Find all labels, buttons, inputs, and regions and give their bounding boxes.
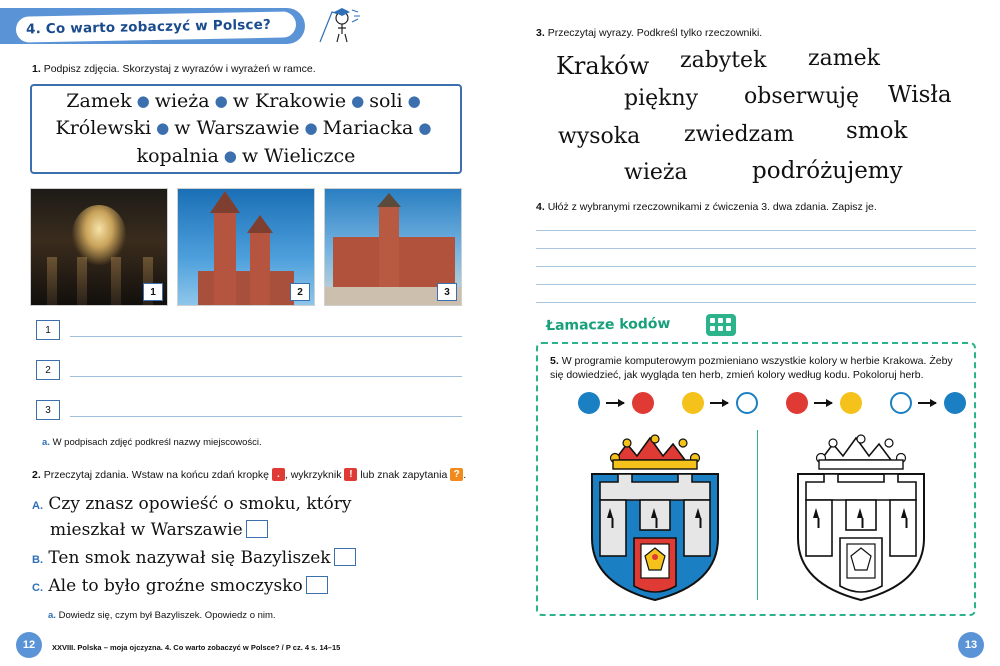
word-podrozujemy[interactable]: podróżujemy xyxy=(752,158,903,184)
sentence-c-label: C. xyxy=(32,582,43,594)
question-mark-badge: ? xyxy=(450,468,463,481)
word-bank-frame xyxy=(30,84,462,174)
separator-dot: ● xyxy=(351,91,365,110)
word-w-warszawie: w Warszawie xyxy=(174,117,300,140)
sentence-a-label: A. xyxy=(32,500,43,512)
exercise-1a-instruction xyxy=(42,437,262,448)
exercise-2-text-mid2: lub znak zapytania xyxy=(360,469,448,481)
exercise-2-text-before: Przeczytaj zdania. Wstaw na końcu zdań kropkę xyxy=(43,469,269,481)
exercise-2a-instruction xyxy=(48,610,276,621)
word-zwiedzam[interactable]: zwiedzam xyxy=(684,122,795,147)
word-wisla[interactable]: Wisła xyxy=(888,82,952,108)
sentence-b-line1: Ten smok nazywał się Bazyliszek xyxy=(48,548,331,568)
answer-row-2-line[interactable] xyxy=(70,376,462,377)
answer-row-2[interactable] xyxy=(36,360,462,382)
sentence-b-label: B. xyxy=(32,554,43,566)
codebreaker-panel xyxy=(536,342,976,616)
word-zamek: Zamek xyxy=(66,89,132,112)
word-zabytek[interactable]: zabytek xyxy=(680,48,767,73)
separator-dot: ● xyxy=(214,91,228,110)
color-code-legend xyxy=(558,392,958,418)
code-4-from-white-dot xyxy=(890,392,912,414)
word-mariacka: Mariacka xyxy=(322,117,414,140)
sentence-a-cont xyxy=(50,520,268,540)
code-2-arrow-icon xyxy=(710,402,728,404)
word-smok[interactable]: smok xyxy=(846,118,908,144)
word-kopalnia: kopalnia xyxy=(136,144,219,167)
exercise-1-instruction xyxy=(32,62,472,76)
sentence-a xyxy=(32,494,351,514)
word-bank-row-3 xyxy=(137,143,356,171)
word-bank-row-1 xyxy=(66,88,425,116)
word-obserwuje[interactable]: obserwuję xyxy=(744,84,859,109)
photo-3-number: 3 xyxy=(437,283,457,301)
student-mascot-icon xyxy=(312,2,364,48)
answer-row-1[interactable] xyxy=(36,320,462,342)
exercise-4-number: 4. xyxy=(536,201,545,213)
sentence-b xyxy=(32,548,356,568)
code-2-from-yellow-dot xyxy=(682,392,704,414)
answer-row-3[interactable] xyxy=(36,400,462,422)
separator-dot: ● xyxy=(156,119,170,138)
separator-dot: ● xyxy=(418,119,432,138)
answer-row-1-number: 1 xyxy=(36,320,60,340)
exercise-1-text: Podpisz zdjęcia. Skorzystaj z wyrazów i wyrażeń w ramce. xyxy=(43,63,316,75)
word-zamek[interactable]: zamek xyxy=(808,46,880,71)
word-krakow[interactable]: Kraków xyxy=(556,52,650,80)
word-piekny[interactable]: piękny xyxy=(624,86,699,111)
page-title: 4. Co warto zobaczyć w Polsce? xyxy=(16,11,296,42)
word-wieza: wieża xyxy=(154,89,210,112)
code-3-to-yellow-dot xyxy=(840,392,862,414)
code-1-to-red-dot xyxy=(632,392,654,414)
code-4-arrow-icon xyxy=(918,402,936,404)
writing-line-2[interactable] xyxy=(536,248,976,249)
answer-box-b[interactable] xyxy=(334,548,356,566)
exercise-3-text: Przeczytaj wyrazy. Podkreśl tylko rzeczowniki. xyxy=(547,27,763,39)
codebreaker-title: Łamacze kodów xyxy=(545,315,671,335)
exercise-5-text: W programie komputerowym pozmieniano wszystkie kolory w herbie Krakowa. Żeby się dowiedzieć, jak wygląda ten herb, zmień kolory według kodu. Pokoloruj herb. xyxy=(550,355,953,382)
writing-line-3[interactable] xyxy=(536,266,976,267)
separator-dot: ● xyxy=(407,91,421,110)
photo-strip xyxy=(30,188,462,306)
exercise-2a-letter: a. xyxy=(48,610,56,621)
noun-word-list xyxy=(536,44,976,192)
codebreaker-header xyxy=(546,316,726,338)
exercise-4-text: Ułóż z wybranymi rzeczownikami z ćwiczenia 3. dwa zdania. Zapisz je. xyxy=(547,201,877,213)
photo-3 xyxy=(324,188,462,306)
word-wieza[interactable]: wieża xyxy=(624,160,688,185)
answer-row-3-number: 3 xyxy=(36,400,60,420)
sentence-c-line1: Ale to było groźne smoczysko xyxy=(48,576,303,596)
answer-row-2-number: 2 xyxy=(36,360,60,380)
word-krolewski: Królewski xyxy=(55,117,152,140)
footer-source: XXVIII. Polska – moja ojczyzna. 4. Co warto zobaczyć w Polsce? / P cz. 4 s. 14–15 xyxy=(52,643,341,652)
photo-1 xyxy=(30,188,168,306)
answer-row-1-line[interactable] xyxy=(70,336,462,337)
exercise-5-number: 5. xyxy=(550,355,559,367)
separator-dot: ● xyxy=(223,146,237,165)
photo-1-number: 1 xyxy=(143,283,163,301)
code-4-to-blue-dot xyxy=(944,392,966,414)
separator-dot: ● xyxy=(304,119,318,138)
code-2-to-white-dot xyxy=(736,392,758,414)
writing-line-5[interactable] xyxy=(536,302,976,303)
writing-line-4[interactable] xyxy=(536,284,976,285)
header-banner xyxy=(0,8,305,44)
code-1-arrow-icon xyxy=(606,402,624,404)
word-wysoka[interactable]: wysoka xyxy=(558,124,641,149)
answer-box-c[interactable] xyxy=(306,576,328,594)
exercise-1a-letter: a. xyxy=(42,437,50,448)
photo-2-number: 2 xyxy=(290,283,310,301)
sentence-a-line2: mieszkał w Warszawie xyxy=(50,520,243,540)
word-w-wieliczce: w Wieliczce xyxy=(241,144,356,167)
answer-box-a[interactable] xyxy=(246,520,268,538)
sentence-c xyxy=(32,576,328,596)
exercise-2-text-mid: , wykrzyknik xyxy=(284,469,342,481)
word-bank-row-2 xyxy=(56,115,437,143)
code-3-arrow-icon xyxy=(814,402,832,404)
exercise-3-number: 3. xyxy=(536,27,545,39)
code-3-from-red-dot xyxy=(786,392,808,414)
calculator-icon xyxy=(706,314,736,336)
answer-row-3-line[interactable] xyxy=(70,416,462,417)
word-soli: soli xyxy=(369,89,403,112)
exercise-2a-text: Dowiedz się, czym był Bazyliszek. Opowiedz o nim. xyxy=(58,610,276,621)
exercise-2-instruction xyxy=(32,468,474,482)
exercise-2-text-end: . xyxy=(463,469,467,481)
exercise-3-instruction xyxy=(536,26,976,40)
sentence-a-line1: Czy znasz opowieść o smoku, który xyxy=(48,494,352,514)
herb-krakowa-kolorowy xyxy=(570,426,740,604)
photo-2 xyxy=(177,188,315,306)
writing-line-1[interactable] xyxy=(536,230,976,231)
code-1-from-blue-dot xyxy=(578,392,600,414)
page-number-left: 12 xyxy=(16,632,42,658)
exercise-4-instruction xyxy=(536,200,976,214)
exercise-5-instruction xyxy=(550,354,966,382)
exercise-1-number: 1. xyxy=(32,63,41,75)
page-number-right: 13 xyxy=(958,632,984,658)
period-mark-badge: . xyxy=(272,468,285,481)
herb-krakowa-kontur[interactable] xyxy=(776,426,946,604)
separator-dot: ● xyxy=(136,91,150,110)
word-w-krakowie: w Krakowie xyxy=(232,89,347,112)
panel-divider xyxy=(757,430,758,600)
exercise-2-number: 2. xyxy=(32,469,41,481)
exclamation-mark-badge: ! xyxy=(344,468,357,481)
exercise-1a-text: W podpisach zdjęć podkreśl nazwy miejscowości. xyxy=(52,437,262,448)
